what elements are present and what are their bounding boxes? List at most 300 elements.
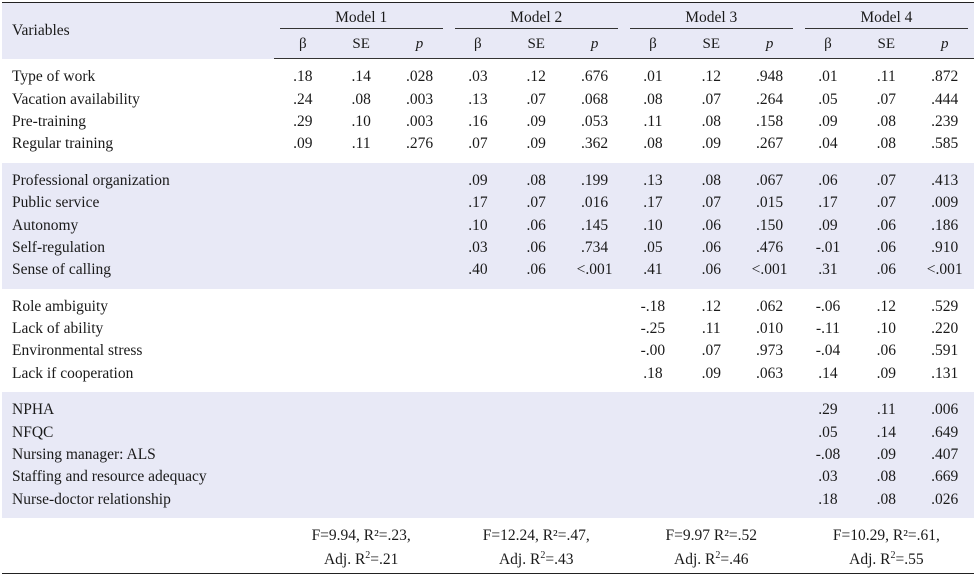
- stat-cell: [565, 421, 623, 443]
- stat-cell: [740, 399, 798, 421]
- model-2-adj-r2: [449, 550, 624, 574]
- model-4-fit-stats: F=10.29, R²=.61,: [799, 525, 974, 550]
- stat-cell: [274, 421, 332, 443]
- stat-cell: .872: [915, 66, 974, 88]
- stat-cell: .910: [915, 237, 974, 259]
- stat-cell: .006: [915, 399, 974, 421]
- stat-cell: .145: [565, 214, 623, 236]
- model-1-fit-stats: F=9.94, R²=.23,: [274, 525, 449, 550]
- stat-cell: [390, 421, 448, 443]
- stat-cell: [332, 259, 390, 281]
- stat-cell: [274, 170, 332, 192]
- stat-cell: .06: [682, 259, 740, 281]
- table-row: [2, 421, 974, 443]
- stat-cell: [390, 296, 448, 318]
- table-row: [2, 489, 974, 511]
- stat-cell: [274, 444, 332, 466]
- model-1-beta-header: β: [274, 31, 332, 59]
- stat-cell: .08: [624, 133, 682, 155]
- stat-cell: .649: [915, 421, 974, 443]
- stat-cell: [682, 489, 740, 511]
- stat-cell: .05: [624, 237, 682, 259]
- stat-cell: .08: [857, 111, 915, 133]
- table-row: [2, 66, 974, 88]
- stat-cell: .239: [915, 111, 974, 133]
- table-row: [2, 214, 974, 236]
- stat-cell: [274, 259, 332, 281]
- stat-cell: [449, 466, 507, 488]
- stat-cell: .18: [274, 66, 332, 88]
- stat-cell: .14: [857, 421, 915, 443]
- stat-cell: [449, 318, 507, 340]
- model-4-adj-r2: [799, 550, 974, 574]
- stat-cell: .01: [799, 66, 857, 88]
- model-3-se-header: SE: [682, 31, 740, 59]
- adj-r2-superscript: 2: [890, 549, 896, 561]
- stat-cell: .06: [682, 237, 740, 259]
- table-row: [2, 318, 974, 340]
- model-1-adj-r2: [274, 550, 449, 574]
- stat-cell: .08: [682, 170, 740, 192]
- stat-cell: [274, 363, 332, 385]
- adj-r2-prefix: Adj. R: [849, 551, 891, 569]
- table-row: [2, 237, 974, 259]
- stat-cell: .199: [565, 170, 623, 192]
- stat-cell: [507, 296, 565, 318]
- stat-cell: [449, 444, 507, 466]
- regression-table-container: [2, 2, 974, 574]
- stat-cell: [332, 170, 390, 192]
- stat-cell: .08: [857, 466, 915, 488]
- model-4-p-header: p: [915, 31, 974, 59]
- stat-cell: .10: [449, 214, 507, 236]
- stat-cell: .09: [507, 111, 565, 133]
- model-fit-row-2: [2, 550, 974, 574]
- stat-cell: .11: [682, 318, 740, 340]
- stat-cell: [740, 466, 798, 488]
- stat-cell: .05: [799, 421, 857, 443]
- variable-name: Environmental stress: [2, 340, 274, 362]
- model-fit-section: [2, 518, 974, 574]
- stat-cell: .11: [624, 111, 682, 133]
- table-header: [2, 3, 974, 59]
- stat-cell: .09: [682, 133, 740, 155]
- model-2-beta-header: β: [449, 31, 507, 59]
- stat-cell: [332, 466, 390, 488]
- stat-cell: -.04: [799, 340, 857, 362]
- stat-cell: .585: [915, 133, 974, 155]
- table-row: [2, 259, 974, 281]
- stat-cell: .29: [799, 399, 857, 421]
- stat-cell: .973: [740, 340, 798, 362]
- stat-cell: [390, 340, 448, 362]
- stat-cell: [682, 466, 740, 488]
- stat-cell: [507, 399, 565, 421]
- stat-cell: -.18: [624, 296, 682, 318]
- stat-cell: [390, 192, 448, 214]
- stat-cell: .407: [915, 444, 974, 466]
- stat-cell: .09: [857, 363, 915, 385]
- stat-cell: [565, 296, 623, 318]
- stat-cell: .12: [507, 66, 565, 88]
- stat-cell: .06: [857, 214, 915, 236]
- adj-r2-value: =.55: [895, 551, 924, 569]
- stat-cell: .06: [507, 259, 565, 281]
- model-4-se-header: SE: [857, 31, 915, 59]
- variable-name: Public service: [2, 192, 274, 214]
- stat-cell: .669: [915, 466, 974, 488]
- stat-cell: .09: [274, 133, 332, 155]
- stat-cell: [565, 399, 623, 421]
- stat-cell: .12: [857, 296, 915, 318]
- stat-cell: [332, 421, 390, 443]
- variable-name: Vacation availability: [2, 88, 274, 110]
- stat-cell: .09: [682, 363, 740, 385]
- stat-cell: .010: [740, 318, 798, 340]
- stat-cell: [274, 296, 332, 318]
- stat-cell: .003: [390, 88, 448, 110]
- stat-cell: .150: [740, 214, 798, 236]
- stat-cell: .267: [740, 133, 798, 155]
- stat-cell: .14: [799, 363, 857, 385]
- stat-cell: .08: [624, 88, 682, 110]
- stat-cell: [332, 489, 390, 511]
- stat-cell: .444: [915, 88, 974, 110]
- variable-group-2: [2, 163, 974, 289]
- stat-cell: .07: [857, 88, 915, 110]
- stat-cell: .03: [449, 237, 507, 259]
- model-3-fit-stats: F=9.97 R²=.52: [624, 525, 799, 550]
- stat-cell: .015: [740, 192, 798, 214]
- stat-cell: .03: [799, 466, 857, 488]
- table-row: [2, 466, 974, 488]
- adj-r2-value: =.21: [370, 551, 399, 569]
- stat-cell: [565, 466, 623, 488]
- stat-cell: [332, 296, 390, 318]
- table-row: [2, 88, 974, 110]
- stat-cell: [390, 259, 448, 281]
- model-fit-row-1: [2, 525, 974, 550]
- stat-cell: .11: [857, 66, 915, 88]
- stat-cell: [332, 237, 390, 259]
- model-4-header: [799, 3, 974, 32]
- stat-cell: .09: [857, 444, 915, 466]
- table-row: [2, 133, 974, 155]
- stat-cell: .016: [565, 192, 623, 214]
- stat-cell: .17: [449, 192, 507, 214]
- stat-cell: [507, 466, 565, 488]
- variable-name: Self-regulation: [2, 237, 274, 259]
- variable-name: Staffing and resource adequacy: [2, 466, 274, 488]
- stat-cell: .026: [915, 489, 974, 511]
- stat-cell: .734: [565, 237, 623, 259]
- stat-cell: .17: [799, 192, 857, 214]
- variable-name: NFQC: [2, 421, 274, 443]
- stat-cell: .12: [682, 66, 740, 88]
- stat-cell: [624, 489, 682, 511]
- stat-cell: [624, 399, 682, 421]
- variable-name: NPHA: [2, 399, 274, 421]
- model-1-se-header: SE: [332, 31, 390, 59]
- model-4-label: Model 4: [805, 9, 968, 29]
- stat-cell: .276: [390, 133, 448, 155]
- stat-cell: [507, 444, 565, 466]
- stat-cell: .06: [857, 340, 915, 362]
- adj-r2-superscript: 2: [715, 549, 721, 561]
- stat-cell: .009: [915, 192, 974, 214]
- stat-cell: .362: [565, 133, 623, 155]
- stat-cell: .068: [565, 88, 623, 110]
- stat-cell: [332, 363, 390, 385]
- stat-cell: .264: [740, 88, 798, 110]
- stat-cell: .11: [857, 399, 915, 421]
- stat-cell: .04: [799, 133, 857, 155]
- stat-cell: .06: [682, 214, 740, 236]
- stat-cell: .06: [857, 259, 915, 281]
- stat-cell: .591: [915, 340, 974, 362]
- stat-cell: .24: [274, 88, 332, 110]
- stat-cell: [332, 192, 390, 214]
- adj-r2-superscript: 2: [540, 549, 546, 561]
- stat-cell: .13: [449, 88, 507, 110]
- stat-cell: .186: [915, 214, 974, 236]
- stat-cell: .07: [507, 192, 565, 214]
- model-3-header: [624, 3, 799, 32]
- stat-cell: -.06: [799, 296, 857, 318]
- stat-cell: [390, 363, 448, 385]
- stat-cell: [274, 237, 332, 259]
- model-2-header: [449, 3, 624, 32]
- stat-cell: .09: [799, 111, 857, 133]
- stat-cell: .31: [799, 259, 857, 281]
- stat-cell: <.001: [565, 259, 623, 281]
- table-row: [2, 399, 974, 421]
- stat-cell: .08: [507, 170, 565, 192]
- model-2-se-header: SE: [507, 31, 565, 59]
- stat-cell: .220: [915, 318, 974, 340]
- stat-cell: [390, 237, 448, 259]
- stat-cell: [332, 318, 390, 340]
- variable-name: Regular training: [2, 133, 274, 155]
- stat-cell: [565, 340, 623, 362]
- stat-cell: [449, 399, 507, 421]
- stat-cell: [682, 444, 740, 466]
- stat-cell: [565, 363, 623, 385]
- model-1-p-header: p: [390, 31, 448, 59]
- stat-cell: .18: [624, 363, 682, 385]
- model-3-adj-r2: [624, 550, 799, 574]
- stat-cell: .07: [857, 192, 915, 214]
- stat-cell: -.11: [799, 318, 857, 340]
- model-2-p-header: p: [565, 31, 623, 59]
- stat-cell: .11: [332, 133, 390, 155]
- stat-cell: .17: [624, 192, 682, 214]
- model-3-p-header: p: [740, 31, 798, 59]
- stat-cell: [565, 444, 623, 466]
- stat-cell: [390, 399, 448, 421]
- variable-name: Nursing manager: ALS: [2, 444, 274, 466]
- stat-cell: .08: [682, 111, 740, 133]
- table-row: [2, 111, 974, 133]
- stat-cell: .062: [740, 296, 798, 318]
- stat-cell: .131: [915, 363, 974, 385]
- stat-cell: .09: [507, 133, 565, 155]
- stat-cell: [274, 399, 332, 421]
- stat-cell: -.08: [799, 444, 857, 466]
- stat-cell: -.25: [624, 318, 682, 340]
- stat-cell: [390, 170, 448, 192]
- adj-r2-prefix: Adj. R: [674, 551, 716, 569]
- variable-name: Sense of calling: [2, 259, 274, 281]
- stat-cell: .07: [682, 340, 740, 362]
- adj-r2-superscript: 2: [365, 549, 371, 561]
- stat-cell: -.01: [799, 237, 857, 259]
- stat-cell: [274, 192, 332, 214]
- stat-cell: .06: [857, 237, 915, 259]
- stat-cell: .08: [857, 489, 915, 511]
- stat-cell: [682, 399, 740, 421]
- stat-cell: .10: [624, 214, 682, 236]
- stat-cell: .06: [507, 237, 565, 259]
- stat-cell: [332, 214, 390, 236]
- stat-cell: .07: [857, 170, 915, 192]
- stat-cell: .06: [799, 170, 857, 192]
- stat-cell: .01: [624, 66, 682, 88]
- model-1-header: [274, 3, 449, 32]
- stat-cell: [624, 444, 682, 466]
- stat-cell: [332, 340, 390, 362]
- model-2-fit-stats: F=12.24, R²=.47,: [449, 525, 624, 550]
- stat-cell: .053: [565, 111, 623, 133]
- stat-cell: .40: [449, 259, 507, 281]
- stat-cell: .413: [915, 170, 974, 192]
- stat-cell: .003: [390, 111, 448, 133]
- stat-cell: [565, 489, 623, 511]
- stat-cell: .41: [624, 259, 682, 281]
- stat-cell: .14: [332, 66, 390, 88]
- stat-cell: [565, 318, 623, 340]
- stat-cell: [740, 421, 798, 443]
- stat-cell: .12: [682, 296, 740, 318]
- stat-cell: .08: [857, 133, 915, 155]
- stat-cell: .529: [915, 296, 974, 318]
- stat-cell: .028: [390, 66, 448, 88]
- stat-cell: .08: [332, 88, 390, 110]
- stat-cell: [507, 318, 565, 340]
- stat-cell: .13: [624, 170, 682, 192]
- stat-cell: [682, 421, 740, 443]
- stat-cell: .06: [507, 214, 565, 236]
- variable-name: Type of work: [2, 66, 274, 88]
- stat-cell: .476: [740, 237, 798, 259]
- stat-cell: [390, 318, 448, 340]
- variable-group-4: [2, 392, 974, 518]
- variables-header: Variables: [2, 3, 274, 59]
- stat-cell: [274, 214, 332, 236]
- stat-cell: .07: [507, 88, 565, 110]
- variable-name: Role ambiguity: [2, 296, 274, 318]
- stat-cell: [390, 466, 448, 488]
- stat-cell: [449, 363, 507, 385]
- model-3-label: Model 3: [630, 9, 793, 29]
- stat-cell: .03: [449, 66, 507, 88]
- table-row: [2, 192, 974, 214]
- stat-cell: .676: [565, 66, 623, 88]
- stat-cell: .05: [799, 88, 857, 110]
- stat-cell: .158: [740, 111, 798, 133]
- regression-table: [2, 2, 974, 574]
- variable-name: Nurse-doctor relationship: [2, 489, 274, 511]
- stat-cell: [390, 444, 448, 466]
- adj-r2-prefix: Adj. R: [323, 551, 366, 569]
- stat-cell: [740, 489, 798, 511]
- adj-r2-value: =.43: [545, 551, 574, 569]
- header-row-models: [2, 3, 974, 32]
- stat-cell: [390, 489, 448, 511]
- variable-group-1: [2, 59, 974, 163]
- fit-spacer: [2, 525, 274, 550]
- stat-cell: [274, 318, 332, 340]
- fit-spacer: [2, 550, 274, 574]
- stat-cell: .09: [799, 214, 857, 236]
- stat-cell: [274, 340, 332, 362]
- table-row: [2, 363, 974, 385]
- variable-name: Autonomy: [2, 214, 274, 236]
- variable-name: Lack if cooperation: [2, 363, 274, 385]
- variable-name: Professional organization: [2, 170, 274, 192]
- model-4-beta-header: β: [799, 31, 857, 59]
- stat-cell: [507, 340, 565, 362]
- stat-cell: [507, 363, 565, 385]
- stat-cell: [507, 489, 565, 511]
- stat-cell: .063: [740, 363, 798, 385]
- stat-cell: .948: [740, 66, 798, 88]
- stat-cell: .09: [449, 170, 507, 192]
- stat-cell: [449, 489, 507, 511]
- stat-cell: [624, 421, 682, 443]
- stat-cell: [449, 296, 507, 318]
- variable-group-3: [2, 289, 974, 393]
- stat-cell: [449, 421, 507, 443]
- stat-cell: .18: [799, 489, 857, 511]
- stat-cell: [624, 466, 682, 488]
- table-row: [2, 444, 974, 466]
- model-3-beta-header: β: [624, 31, 682, 59]
- stat-cell: .067: [740, 170, 798, 192]
- variable-name: Pre-training: [2, 111, 274, 133]
- table-row: [2, 296, 974, 318]
- adj-r2-value: =.46: [720, 551, 749, 569]
- stat-cell: [740, 444, 798, 466]
- stat-cell: [449, 340, 507, 362]
- stat-cell: .10: [857, 318, 915, 340]
- variable-name: Lack of ability: [2, 318, 274, 340]
- stat-cell: [274, 466, 332, 488]
- stat-cell: <.001: [740, 259, 798, 281]
- stat-cell: .07: [682, 192, 740, 214]
- stat-cell: .29: [274, 111, 332, 133]
- stat-cell: [274, 489, 332, 511]
- stat-cell: .07: [449, 133, 507, 155]
- stat-cell: [332, 399, 390, 421]
- model-2-label: Model 2: [455, 9, 618, 29]
- stat-cell: [507, 421, 565, 443]
- stat-cell: -.00: [624, 340, 682, 362]
- stat-cell: [390, 214, 448, 236]
- stat-cell: <.001: [915, 259, 974, 281]
- table-row: [2, 340, 974, 362]
- stat-cell: .16: [449, 111, 507, 133]
